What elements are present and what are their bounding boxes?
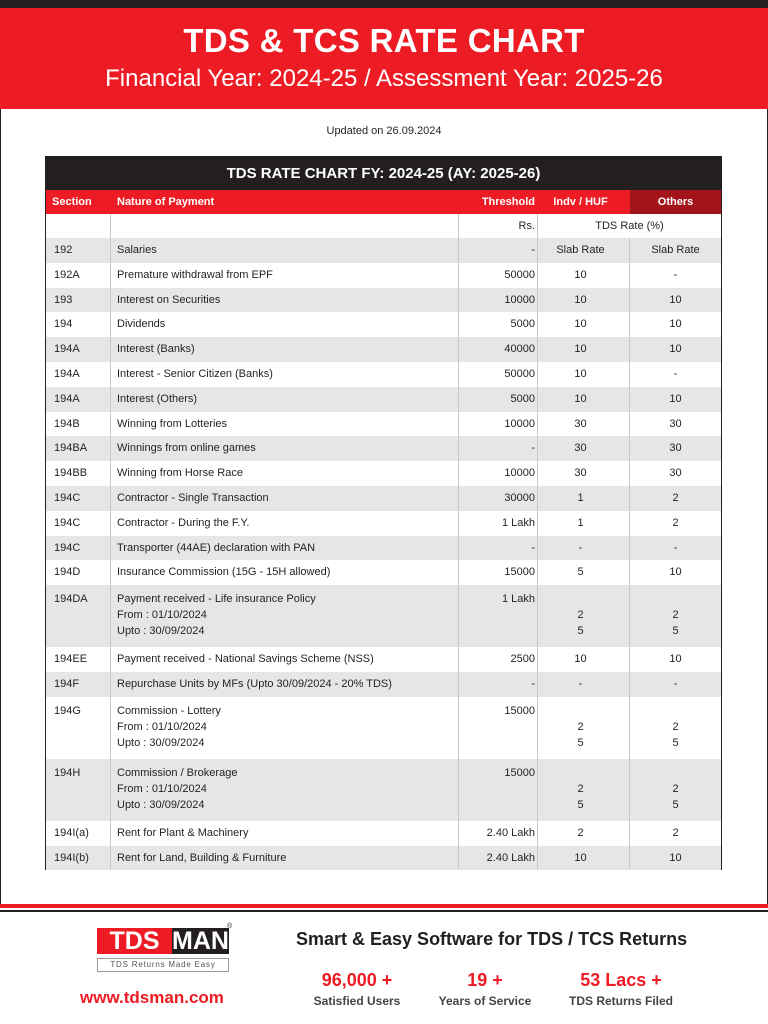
- cell-threshold: [459, 515, 535, 531]
- cell-threshold: [459, 765, 535, 781]
- cell-others: [630, 341, 721, 357]
- cell-threshold-line: -: [531, 244, 535, 256]
- page-title: TDS & TCS RATE CHART: [183, 22, 585, 59]
- cell-section-line: 194DA: [54, 593, 88, 606]
- cell-section: [54, 564, 109, 580]
- cell-indv-huf-line: [538, 703, 623, 719]
- cell-indv-huf-line: 10: [574, 368, 587, 380]
- cell-indv-huf-line: 2: [577, 720, 584, 733]
- cell-threshold: [459, 242, 535, 258]
- cell-others: [630, 391, 721, 407]
- table-row: [46, 412, 721, 437]
- cell-nature-line: Winning from Lotteries: [117, 417, 228, 430]
- cell-threshold: [459, 591, 535, 607]
- table-row: [46, 672, 721, 697]
- cell-indv-huf-line: 5: [577, 798, 584, 811]
- table-title: TDS RATE CHART FY: 2024-25 (AY: 2025-26): [46, 157, 721, 190]
- table-row: [46, 585, 721, 647]
- cell-indv-huf: [538, 366, 623, 382]
- cell-threshold: [459, 292, 535, 308]
- cell-section: [54, 267, 109, 283]
- cell-nature: [117, 651, 455, 667]
- cell-others-line: 2: [672, 782, 679, 795]
- cell-indv-huf: [538, 703, 623, 751]
- cell-others: [630, 591, 721, 639]
- cell-section: [54, 490, 109, 506]
- cell-nature: [117, 850, 455, 866]
- cell-others: [630, 765, 721, 813]
- cell-others-line: 10: [669, 392, 682, 405]
- stat-label: Years of Service: [438, 994, 532, 1008]
- cell-others: [630, 292, 721, 308]
- cell-others: [630, 465, 721, 481]
- cell-nature-line: Payment received - Life insurance Policy: [117, 593, 316, 606]
- cell-indv-huf-line: 5: [577, 566, 584, 579]
- cell-others-line: [630, 703, 721, 719]
- cell-indv-huf-line: 10: [574, 392, 587, 405]
- top-dark-bar: [0, 0, 768, 8]
- cell-others-line: -: [673, 678, 678, 690]
- cell-indv-huf: [538, 564, 623, 580]
- cell-nature-line: Payment received - National Savings Scheme (NSS): [117, 653, 374, 666]
- header-indv-huf: Indv / HUF: [553, 196, 608, 208]
- cell-section-line: 194A: [54, 343, 80, 356]
- table-row: [46, 288, 721, 313]
- cell-nature: [117, 591, 455, 639]
- cell-indv-huf-line: 30: [574, 417, 587, 430]
- cell-section: [54, 850, 109, 866]
- cell-nature: [117, 341, 455, 357]
- cell-indv-huf-line: [538, 765, 623, 781]
- cell-indv-huf-line: 10: [574, 293, 587, 306]
- page-subtitle: Financial Year: 2024-25 / Assessment Year: 2025-26: [105, 65, 663, 92]
- cell-section-line: 194F: [54, 678, 80, 690]
- cell-others: [630, 676, 721, 692]
- table-row: [46, 436, 721, 461]
- cell-others: [630, 850, 721, 866]
- header-nature: Nature of Payment: [117, 196, 215, 208]
- cell-nature-line: Salaries: [117, 244, 157, 256]
- cell-nature-line: Transporter (44AE) declaration with PAN: [117, 541, 316, 554]
- table-row: [46, 263, 721, 288]
- cell-others-line: 10: [669, 318, 682, 331]
- cell-others-line: 2: [672, 492, 679, 504]
- cell-section-line: 192A: [54, 268, 80, 281]
- table-subheader-row: [46, 214, 721, 238]
- cell-threshold-line: 5000: [510, 318, 535, 331]
- website-link[interactable]: www.tdsman.com: [80, 988, 224, 1007]
- cell-indv-huf-line: 2: [577, 826, 584, 839]
- cell-section: [54, 416, 109, 432]
- cell-others-line: 5: [672, 736, 679, 749]
- cell-indv-huf: [538, 440, 623, 456]
- table-row: [46, 759, 721, 821]
- cell-section-line: 194G: [54, 704, 81, 717]
- cell-nature-line: Winnings from online games: [117, 442, 256, 455]
- cell-section: [54, 703, 109, 719]
- cell-section-line: 194B: [54, 417, 80, 430]
- cell-threshold-line: 50000: [504, 268, 535, 281]
- cell-threshold: [459, 416, 535, 432]
- cell-section: [54, 391, 109, 407]
- cell-others: [630, 366, 721, 382]
- cell-nature: [117, 292, 455, 308]
- cell-section: [54, 765, 109, 781]
- table-row: [46, 560, 721, 585]
- cell-section-line: 194C: [54, 516, 81, 529]
- tds-rate-label: TDS Rate (%): [595, 220, 664, 232]
- cell-threshold-line: 40000: [504, 343, 535, 356]
- updated-date: Updated on 26.09.2024: [326, 125, 442, 137]
- cell-section-line: 194D: [54, 566, 81, 579]
- cell-threshold: [459, 391, 535, 407]
- cell-others: [630, 540, 721, 556]
- stat-number: 96,000 +: [321, 970, 393, 990]
- cell-others: [630, 242, 721, 258]
- table-row: [46, 647, 721, 672]
- stat-years-of-service: [426, 970, 544, 1008]
- cell-indv-huf-line: 30: [574, 467, 587, 480]
- cell-threshold-line: 1 Lakh: [501, 593, 535, 606]
- cell-nature: [117, 825, 455, 841]
- cell-indv-huf: [538, 391, 623, 407]
- cell-indv-huf-line: Slab Rate: [556, 244, 605, 256]
- cell-nature-line: Insurance Commission (15G - 15H allowed): [117, 566, 331, 579]
- table-row: [46, 821, 721, 846]
- cell-indv-huf-line: 10: [574, 268, 587, 281]
- cell-threshold-line: 10000: [504, 467, 535, 480]
- tdsman-logo: [93, 923, 235, 976]
- cell-section-line: 194H: [54, 766, 81, 779]
- table-row: [46, 486, 721, 511]
- cell-threshold: [459, 490, 535, 506]
- cell-section-line: 194I(b): [54, 851, 89, 864]
- table-row: [46, 238, 721, 263]
- cell-nature-line: Upto : 30/09/2024: [117, 798, 205, 811]
- cell-indv-huf-line: 1: [577, 492, 584, 504]
- cell-others-line: 2: [672, 826, 679, 839]
- cell-nature-line: Repurchase Units by MFs (Upto 30/09/2024 - 20% TDS): [117, 678, 392, 690]
- logo-man: MAN: [172, 927, 229, 955]
- cell-others-line: 2: [672, 516, 679, 529]
- cell-threshold: [459, 440, 535, 456]
- cell-section-line: 192: [54, 244, 73, 256]
- cell-indv-huf: [538, 765, 623, 813]
- cell-nature: [117, 316, 455, 332]
- cell-threshold-line: -: [531, 678, 535, 690]
- table-row: [46, 362, 721, 387]
- cell-indv-huf: [538, 490, 623, 506]
- cell-threshold-line: 50000: [504, 368, 535, 380]
- cell-nature-line: Dividends: [117, 318, 166, 331]
- cell-others-line: 2: [672, 720, 679, 733]
- cell-nature: [117, 676, 455, 692]
- cell-others-line: -: [673, 268, 678, 281]
- cell-others-line: -: [673, 541, 678, 554]
- cell-nature-line: From : 01/10/2024: [117, 609, 207, 622]
- cell-nature: [117, 242, 455, 258]
- stat-returns-filed: [556, 970, 686, 1008]
- logo-box: [93, 923, 233, 956]
- cell-threshold-line: -: [531, 442, 535, 455]
- cell-section: [54, 825, 109, 841]
- cell-nature-line: Commission / Brokerage: [117, 766, 238, 779]
- table-row: [46, 536, 721, 561]
- column-divider: [629, 238, 630, 869]
- cell-others-line: 5: [672, 798, 679, 811]
- cell-indv-huf: [538, 591, 623, 639]
- table-row: [46, 697, 721, 759]
- cell-others-line: 5: [672, 625, 679, 638]
- cell-threshold-line: 10000: [504, 293, 535, 306]
- cell-threshold-line: 2.40 Lakh: [486, 851, 535, 864]
- cell-threshold: [459, 564, 535, 580]
- cell-threshold-line: 1 Lakh: [501, 516, 535, 529]
- registered-mark: ®: [227, 923, 233, 930]
- cell-threshold: [459, 676, 535, 692]
- cell-threshold-line: 2.40 Lakh: [486, 826, 535, 839]
- cell-indv-huf-line: 2: [577, 782, 584, 795]
- cell-section-line: 193: [54, 293, 73, 306]
- cell-nature-line: Rent for Plant & Machinery: [117, 826, 249, 839]
- cell-indv-huf-line: -: [578, 678, 583, 690]
- cell-threshold-line: 15000: [504, 704, 535, 717]
- cell-section-line: 194C: [54, 492, 81, 504]
- cell-indv-huf-line: 1: [577, 516, 584, 529]
- cell-indv-huf-line: [538, 591, 623, 607]
- cell-others-line: 10: [669, 653, 682, 666]
- cell-section: [54, 515, 109, 531]
- table-row: [46, 846, 721, 871]
- cell-others-line: 10: [669, 343, 682, 356]
- cell-others: [630, 416, 721, 432]
- cell-section-line: 194A: [54, 368, 80, 380]
- footer-dark-rule: [0, 910, 768, 912]
- cell-nature: [117, 540, 455, 556]
- cell-nature: [117, 465, 455, 481]
- cell-nature-line: From : 01/10/2024: [117, 720, 207, 733]
- cell-indv-huf: [538, 242, 623, 258]
- cell-section: [54, 366, 109, 382]
- cell-threshold-line: 2500: [510, 653, 535, 666]
- cell-others: [630, 267, 721, 283]
- column-divider: [458, 214, 459, 869]
- cell-threshold: [459, 703, 535, 719]
- cell-nature-line: From : 01/10/2024: [117, 782, 207, 795]
- cell-nature: [117, 366, 455, 382]
- stat-label: Satisfied Users: [313, 994, 401, 1008]
- cell-others-line: 10: [669, 293, 682, 306]
- cell-nature-line: Interest (Others): [117, 392, 198, 405]
- cell-indv-huf: [538, 676, 623, 692]
- cell-section: [54, 316, 109, 332]
- cell-nature: [117, 391, 455, 407]
- cell-threshold: [459, 850, 535, 866]
- stat-number: 19 +: [467, 970, 503, 990]
- cell-others-line: -: [673, 368, 678, 380]
- cell-others-line: 10: [669, 851, 682, 864]
- cell-indv-huf-line: 10: [574, 851, 587, 864]
- cell-section: [54, 651, 109, 667]
- cell-nature: [117, 765, 455, 813]
- cell-indv-huf-line: 5: [577, 625, 584, 638]
- cell-section: [54, 242, 109, 258]
- cell-others: [630, 703, 721, 751]
- cell-threshold: [459, 465, 535, 481]
- threshold-unit: Rs.: [518, 220, 535, 232]
- cell-nature: [117, 703, 455, 751]
- column-divider: [537, 214, 538, 869]
- cell-threshold: [459, 366, 535, 382]
- cell-section: [54, 292, 109, 308]
- cell-indv-huf: [538, 515, 623, 531]
- cell-section: [54, 676, 109, 692]
- cell-section: [54, 591, 109, 607]
- cell-threshold: [459, 316, 535, 332]
- cell-section-line: 194I(a): [54, 826, 89, 839]
- footer-red-rule: [0, 904, 768, 908]
- cell-nature-line: Interest - Senior Citizen (Banks): [117, 368, 273, 380]
- cell-nature: [117, 416, 455, 432]
- cell-others-line: 10: [669, 566, 682, 579]
- cell-section-line: 194C: [54, 541, 81, 554]
- cell-section-line: 194BB: [54, 467, 88, 480]
- cell-nature-line: Interest (Banks): [117, 343, 195, 356]
- cell-nature-line: Premature withdrawal from EPF: [117, 268, 273, 281]
- logo-tds: TDS: [97, 928, 172, 954]
- cell-section: [54, 540, 109, 556]
- cell-indv-huf: [538, 540, 623, 556]
- cell-threshold: [459, 825, 535, 841]
- cell-indv-huf-line: -: [578, 541, 583, 554]
- cell-others: [630, 515, 721, 531]
- cell-others-line: Slab Rate: [651, 244, 700, 256]
- header-section: Section: [52, 196, 92, 208]
- cell-nature: [117, 267, 455, 283]
- cell-nature-line: Contractor - During the F.Y.: [117, 516, 250, 529]
- cell-others-line: 30: [669, 442, 682, 455]
- cell-nature: [117, 564, 455, 580]
- cell-indv-huf-line: 10: [574, 653, 587, 666]
- stat-number: 53 Lacs +: [580, 970, 662, 990]
- cell-indv-huf: [538, 651, 623, 667]
- stat-label: TDS Returns Filed: [568, 994, 673, 1008]
- cell-others: [630, 825, 721, 841]
- cell-indv-huf: [538, 850, 623, 866]
- cell-threshold-line: 15000: [504, 566, 535, 579]
- cell-indv-huf: [538, 341, 623, 357]
- cell-nature-line: Upto : 30/09/2024: [117, 736, 205, 749]
- cell-threshold: [459, 651, 535, 667]
- cell-section: [54, 465, 109, 481]
- table-header-row: [46, 190, 721, 214]
- cell-nature-line: Commission - Lottery: [117, 704, 221, 717]
- cell-others-line: 30: [669, 467, 682, 480]
- stat-satisfied-users: [297, 970, 417, 1008]
- cell-section: [54, 440, 109, 456]
- cell-nature-line: Rent for Land, Building & Furniture: [117, 851, 287, 864]
- cell-section-line: 194EE: [54, 653, 88, 666]
- cell-indv-huf: [538, 465, 623, 481]
- cell-threshold-line: -: [531, 541, 535, 554]
- cell-section-line: 194BA: [54, 442, 88, 455]
- cell-others: [630, 564, 721, 580]
- cell-others-line: 2: [672, 609, 679, 622]
- header-threshold: Threshold: [481, 196, 535, 208]
- cell-section-line: 194A: [54, 392, 80, 405]
- cell-nature: [117, 490, 455, 506]
- cell-threshold: [459, 540, 535, 556]
- table-row: [46, 337, 721, 362]
- tds-rate-table: [45, 156, 722, 870]
- cell-threshold-line: 30000: [504, 492, 535, 504]
- cell-nature-line: Winning from Horse Race: [117, 467, 243, 480]
- cell-threshold-line: 15000: [504, 766, 535, 779]
- table-row: [46, 511, 721, 536]
- table-row: [46, 387, 721, 412]
- cell-others-line: [630, 591, 721, 607]
- cell-threshold: [459, 341, 535, 357]
- logo-tagline: TDS Returns Made Easy: [97, 958, 229, 972]
- cell-section-line: 194: [54, 318, 73, 331]
- cell-nature-line: Interest on Securities: [117, 293, 221, 306]
- cell-indv-huf: [538, 416, 623, 432]
- cell-nature-line: Contractor - Single Transaction: [117, 492, 269, 504]
- cell-nature: [117, 515, 455, 531]
- cell-indv-huf: [538, 825, 623, 841]
- cell-indv-huf-line: 30: [574, 442, 587, 455]
- cell-indv-huf-line: 5: [577, 736, 584, 749]
- cell-indv-huf-line: 10: [574, 318, 587, 331]
- cell-others: [630, 440, 721, 456]
- cell-indv-huf-line: 10: [574, 343, 587, 356]
- cell-others-line: 30: [669, 417, 682, 430]
- table-row: [46, 312, 721, 337]
- footer-headline: Smart & Easy Software for TDS / TCS Returns: [296, 929, 688, 949]
- header-others: Others: [630, 190, 721, 214]
- cell-threshold-line: 10000: [504, 417, 535, 430]
- cell-others: [630, 651, 721, 667]
- cell-nature: [117, 440, 455, 456]
- cell-indv-huf: [538, 316, 623, 332]
- cell-indv-huf: [538, 267, 623, 283]
- cell-others: [630, 316, 721, 332]
- column-divider: [110, 214, 111, 869]
- cell-threshold-line: 5000: [510, 392, 535, 405]
- cell-section: [54, 341, 109, 357]
- cell-nature-line: Upto : 30/09/2024: [117, 625, 205, 638]
- cell-indv-huf-line: 2: [577, 609, 584, 622]
- cell-threshold: [459, 267, 535, 283]
- page-header: [0, 8, 768, 109]
- cell-others: [630, 490, 721, 506]
- cell-indv-huf: [538, 292, 623, 308]
- table-row: [46, 461, 721, 486]
- cell-others-line: [630, 765, 721, 781]
